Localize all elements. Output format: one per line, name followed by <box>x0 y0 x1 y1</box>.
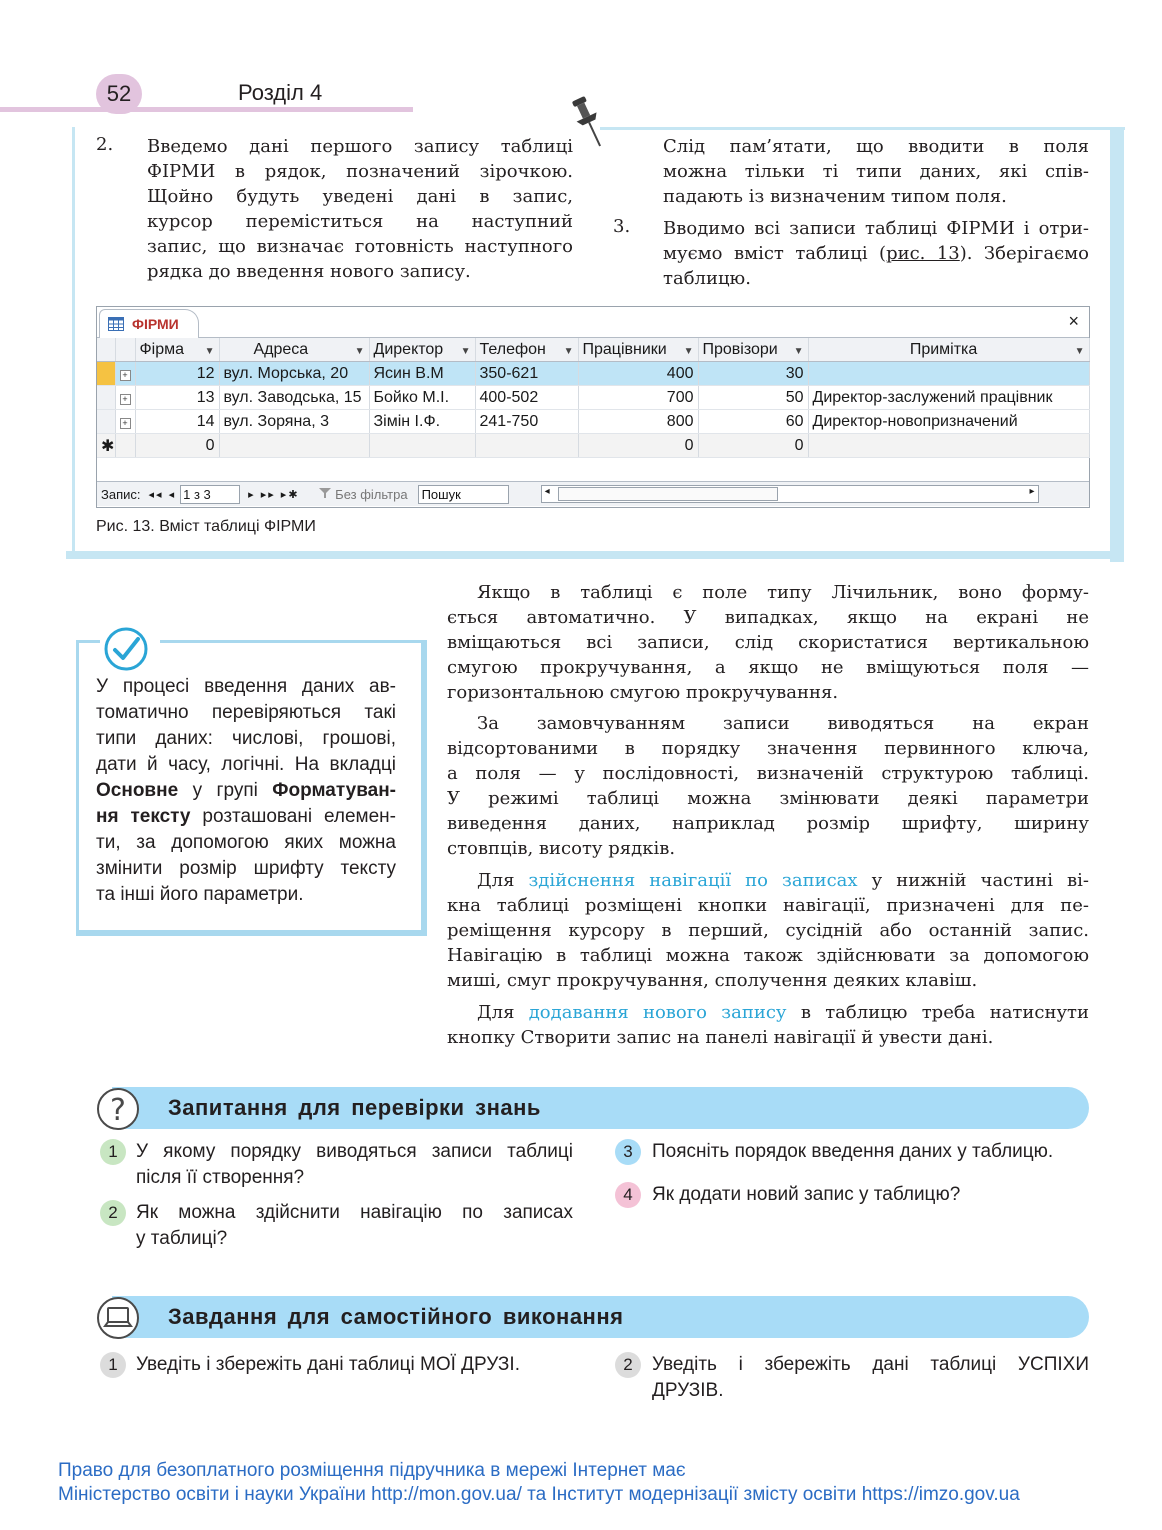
task-line: Уведіть і збережіть дані таблиці УСПІХИ <box>652 1354 1089 1375</box>
cell-dyrektor[interactable]: Ясин В.М <box>369 362 475 386</box>
side-note-line: та інші його параметри. <box>96 884 304 905</box>
step-2-line: запис, що визначає готовність наступного <box>147 236 573 257</box>
paragraph-line: відсортованими в порядку значення первинного ключа, <box>447 738 1089 759</box>
side-note-frame-top <box>160 640 424 643</box>
paragraph-line: стовпців, висоту рядків. <box>447 838 676 859</box>
frame-right <box>1110 127 1124 562</box>
cell-provizory[interactable]: 0 <box>698 434 808 458</box>
questions-title: Запитання для перевірки знань <box>168 1095 541 1120</box>
side-note-frame-top <box>76 640 100 643</box>
paragraph-default-sorting <box>447 711 1089 861</box>
cell-adresa[interactable]: вул. Зоряна, 3 <box>219 410 369 434</box>
side-note-fragment: у групі <box>178 780 273 801</box>
column-label: Провізори <box>702 340 778 358</box>
table-row[interactable] <box>97 362 1089 386</box>
question-1-text <box>136 1139 573 1191</box>
cell-pratsivnyky[interactable]: 800 <box>578 410 698 434</box>
side-note-line: змінити розмір шрифту тексту <box>96 858 396 879</box>
tab-label: ФІРМИ <box>132 316 179 332</box>
task-number-badge: 2 <box>615 1352 641 1378</box>
cell-provizory[interactable]: 30 <box>698 362 808 386</box>
paragraph-line: ється автоматично. У випадках, якщо на екрані не <box>447 607 1089 628</box>
question-icon <box>96 1087 140 1131</box>
sort-arrow-icon[interactable]: ▼ <box>354 345 365 357</box>
step-3-text <box>663 216 1089 291</box>
task-1-text <box>136 1352 573 1378</box>
frame-left <box>72 127 75 557</box>
side-note-line: ти, за допомогою яких можна <box>96 832 396 853</box>
paragraph-line: вміщаються всі записи, слід скористатися вертикальною <box>447 632 1089 653</box>
bold-term: Основне <box>96 780 179 801</box>
step-3-line <box>663 241 1089 266</box>
step-2-line: Введемо дані першого запису таблиці <box>147 136 573 157</box>
step-2-line: ФІРМИ в рядок, позначений зірочкою. <box>147 161 573 182</box>
side-note-line <box>96 778 396 804</box>
paragraph-line: За замовчуванням записи виводяться на екран <box>477 713 1089 734</box>
column-label: Примітка <box>909 340 978 358</box>
record-navigation-bar <box>97 481 1089 506</box>
horizontal-scrollbar[interactable] <box>541 485 1039 503</box>
paragraph-line: а поля — у послідовності, визначеній структурою таблиці. <box>447 763 1089 784</box>
column-label: Працівники <box>582 340 667 358</box>
step-3-line: таблицю. <box>663 268 751 289</box>
expand-cell[interactable] <box>115 410 135 434</box>
sort-arrow-icon[interactable]: ▼ <box>460 345 471 357</box>
step-2-line: рядка до введення нового запису. <box>147 261 471 282</box>
figure-reference-link[interactable]: рис. 13 <box>886 243 960 264</box>
column-header-telefon[interactable] <box>475 338 578 362</box>
task-line: Уведіть і збережіть дані таблиці МОЇ ДРУЗІ. <box>136 1354 520 1375</box>
cell-telefon[interactable]: 400-502 <box>475 386 578 410</box>
column-header-adresa[interactable] <box>219 338 369 362</box>
step-2-line: Щойно будуть уведені дані в запис, <box>147 186 573 207</box>
question-line: після її створення? <box>136 1167 305 1188</box>
row-selector[interactable] <box>97 362 115 386</box>
cell-dyrektor[interactable]: Бойко М.І. <box>369 386 475 410</box>
figure-caption: Рис. 13. Вміст таблиці ФІРМИ <box>96 518 316 535</box>
cell-provizory[interactable]: 50 <box>698 386 808 410</box>
reminder-line: можна тільки ті типи даних, які спів- <box>663 161 1089 182</box>
side-note-text <box>96 674 396 908</box>
expand-icon[interactable]: + <box>120 370 131 381</box>
question-4-text <box>652 1182 1089 1208</box>
paragraph-line <box>447 868 1089 893</box>
table-window <box>96 306 1090 508</box>
question-2-text <box>136 1200 573 1252</box>
task-2-text <box>652 1352 1089 1404</box>
step-2-text <box>147 134 573 284</box>
step-2-line: курсор переміститься на наступний <box>147 211 573 232</box>
navigation-term-link[interactable]: здійснення навігації по записах <box>528 870 858 891</box>
cell-adresa[interactable]: вул. Заводська, 15 <box>219 386 369 410</box>
question-number-badge: 2 <box>100 1200 126 1226</box>
cell-prymitka[interactable]: Директор-новопризначений <box>808 410 1089 434</box>
pushpin-icon <box>570 92 610 152</box>
bold-term: ня тексту <box>96 806 191 827</box>
footer-line-1: Право для безоплатного розміщення підручника в мережі Інтернет має <box>58 1460 686 1481</box>
paragraph-fragment: Для <box>477 870 529 891</box>
scroll-left-icon[interactable]: ◂ <box>544 486 550 497</box>
frame-top <box>600 127 1125 130</box>
paragraph-line: Якщо в таблиці є поле типу Лічильник, воно форму- <box>477 582 1089 603</box>
no-filter-label: Без фільтра <box>335 486 408 502</box>
paragraph-navigation <box>447 868 1089 993</box>
cell-provizory[interactable]: 60 <box>698 410 808 434</box>
footer-line-2: Міністерство освіти і науки України http://mon.gov.ua/ та Інститут модернізації змісту освіти https://imzo.gov.ua <box>58 1484 1020 1505</box>
cell-prymitka[interactable]: Директор-заслужений працівник <box>808 386 1089 410</box>
task-line: ДРУЗІВ. <box>652 1380 724 1401</box>
expand-cell[interactable] <box>115 362 135 386</box>
column-header-firma[interactable] <box>135 338 219 362</box>
reminder-line: Слід пам’ятати, що вводити в поля <box>663 136 1089 157</box>
tab-firmy[interactable] <box>99 309 199 338</box>
record-label: Запис: <box>101 486 141 502</box>
expand-column-header <box>115 338 135 362</box>
column-label: Фірма <box>139 340 185 358</box>
new-record-term-link[interactable]: додавання нового запису <box>528 1002 787 1023</box>
side-note-line: томатично перевіряються такі <box>96 702 396 723</box>
row-selector[interactable] <box>97 386 115 410</box>
cell-adresa[interactable] <box>219 434 369 458</box>
no-filter-button[interactable] <box>318 487 408 502</box>
paragraph-line: горизонтальною смугою прокручування. <box>447 682 839 703</box>
header-rule <box>0 107 413 112</box>
expand-cell <box>115 434 135 458</box>
paragraph-new-record <box>447 1000 1089 1050</box>
cell-pratsivnyky[interactable]: 700 <box>578 386 698 410</box>
next-last-new-record-buttons[interactable]: ▸ ▸▸ ▸✱ <box>248 488 300 501</box>
row-selector[interactable] <box>97 410 115 434</box>
paragraph-counter-field <box>447 580 1089 705</box>
cell-pratsivnyky[interactable]: 400 <box>578 362 698 386</box>
side-note-line: У процесі введення даних ав- <box>96 676 396 697</box>
paragraph-fragment: Для <box>477 1002 529 1023</box>
cell-firma[interactable]: 13 <box>135 386 219 410</box>
checkmark-icon <box>103 626 149 672</box>
paragraph-line: Навігацію в таблиці можна також здійснювати за допомогою <box>447 945 1089 966</box>
cell-firma[interactable]: 14 <box>135 410 219 434</box>
task-number-badge: 1 <box>100 1352 126 1378</box>
question-3-text <box>652 1139 1102 1165</box>
question-number-badge: 4 <box>615 1182 641 1208</box>
paragraph-line: У режимі таблиці можна змінювати деякі параметри <box>447 788 1089 809</box>
paragraph-fragment: у нижній частині ві- <box>857 870 1089 891</box>
cell-telefon[interactable]: 350-621 <box>475 362 578 386</box>
side-note-line <box>96 804 396 830</box>
cell-adresa[interactable]: вул. Морська, 20 <box>219 362 369 386</box>
search-input[interactable]: Пошук <box>418 485 509 504</box>
cell-prymitka[interactable] <box>808 434 1089 458</box>
table-icon <box>108 317 124 331</box>
question-number-badge: 3 <box>615 1139 641 1165</box>
sort-arrow-icon[interactable]: ▼ <box>793 345 804 357</box>
sort-arrow-icon[interactable]: ▼ <box>1074 345 1085 357</box>
question-line: У якому порядку виводяться записи таблиці <box>136 1141 573 1162</box>
svg-text:?: ? <box>110 1093 126 1128</box>
paragraph-line: виведення даних, наприклад розмір шрифту, ширину <box>447 813 1089 834</box>
tasks-title: Завдання для самостійного виконання <box>168 1304 624 1329</box>
reminder-line: падають із визначеним типом поля. <box>663 186 1007 207</box>
frame-bottom <box>66 551 1124 559</box>
close-icon[interactable]: × <box>1068 311 1079 331</box>
question-line: у таблиці? <box>136 1228 228 1249</box>
datasheet-grid <box>97 338 1090 458</box>
expand-cell[interactable] <box>115 386 135 410</box>
side-note-line: дати й часу, логічні. На вкладці <box>96 754 396 775</box>
step-3-line: Вводимо всі записи таблиці ФІРМИ і отри- <box>663 218 1089 239</box>
sort-arrow-icon[interactable]: ▼ <box>563 345 574 357</box>
column-header-prymitka[interactable] <box>808 338 1089 362</box>
first-prev-record-buttons[interactable]: ◂◂ ◂ <box>148 488 177 501</box>
column-header-pratsivnyky[interactable] <box>578 338 698 362</box>
tab-bar <box>97 307 1089 338</box>
column-label: Адреса <box>253 340 309 358</box>
table-row[interactable] <box>97 386 1089 410</box>
cell-firma[interactable]: 12 <box>135 362 219 386</box>
step-3-number: 3. <box>613 216 631 237</box>
header-row <box>97 338 1089 362</box>
question-line: Як можна здійснити навігацію по записах <box>136 1202 573 1223</box>
new-record-row[interactable] <box>97 434 1089 458</box>
expand-icon[interactable]: + <box>120 418 131 429</box>
paragraph-fragment: в таблицю треба натиснути <box>786 1002 1090 1023</box>
new-record-icon[interactable]: ✱ <box>97 434 115 458</box>
paragraph-line: кна таблиці розміщені кнопки навігації, призначені для пе- <box>447 895 1089 916</box>
side-note-fragment: розташовані елемен- <box>190 806 396 827</box>
bold-term: Форматуван- <box>272 780 396 801</box>
paragraph-line <box>447 1000 1089 1025</box>
step-2-number: 2. <box>96 134 114 155</box>
expand-icon[interactable]: + <box>120 394 131 405</box>
select-all-corner[interactable] <box>97 338 115 362</box>
column-label: Директор <box>373 340 444 358</box>
filter-icon <box>318 487 332 499</box>
cell-telefon[interactable]: 241-750 <box>475 410 578 434</box>
question-line: Поясніть порядок введення даних у таблицю. <box>652 1141 1054 1162</box>
reminder-note <box>663 134 1089 209</box>
column-header-dyrektor[interactable] <box>369 338 475 362</box>
paragraph-line: смугою прокручування, а якщо не вміщуються поля — <box>447 657 1089 678</box>
computer-icon <box>96 1296 140 1340</box>
sort-arrow-icon[interactable]: ▼ <box>683 345 694 357</box>
cell-pratsivnyky[interactable]: 0 <box>578 434 698 458</box>
page-number: 52 <box>96 74 142 114</box>
column-header-provizory[interactable] <box>698 338 808 362</box>
table-row[interactable] <box>97 410 1089 434</box>
scroll-thumb[interactable] <box>558 487 778 501</box>
question-line: Як додати новий запис у таблицю? <box>652 1184 961 1205</box>
side-note-line: типи даних: числові, грошові, <box>96 728 396 749</box>
chapter-title: Розділ 4 <box>238 80 323 105</box>
column-label: Телефон <box>479 340 546 358</box>
step-3-line2-pre: муємо вміст таблиці ( <box>663 243 887 264</box>
cell-prymitka[interactable] <box>808 362 1089 386</box>
question-number-badge: 1 <box>100 1139 126 1165</box>
cell-dyrektor[interactable]: Зімін І.Ф. <box>369 410 475 434</box>
cell-telefon[interactable] <box>475 434 578 458</box>
cell-firma[interactable]: 0 <box>135 434 219 458</box>
paragraph-line: миші, смуг прокручування, сполучення деяких клавіш. <box>447 970 978 991</box>
paragraph-line: реміщення курсору в перший, сусідній або останній запис. <box>447 920 1089 941</box>
current-record-field[interactable]: 1 з 3 <box>180 485 240 504</box>
sort-arrow-icon[interactable]: ▼ <box>204 345 215 357</box>
step-3-line2-post: ). Зберігаємо <box>959 243 1089 264</box>
paragraph-line: кнопку Створити запис на панелі навігації й увести дані. <box>447 1027 994 1048</box>
scroll-right-icon[interactable]: ▸ <box>1029 486 1035 497</box>
cell-dyrektor[interactable] <box>369 434 475 458</box>
